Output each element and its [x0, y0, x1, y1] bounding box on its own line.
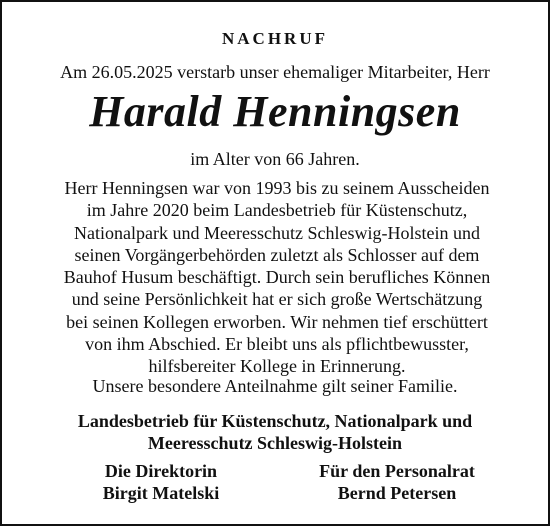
obituary-body	[22, 177, 532, 378]
body-line: von ihm Abschied. Er bleibt uns als pflichtbewusster,	[85, 334, 469, 355]
signature-role: Die Direktorin	[104, 461, 218, 481]
notice-heading: NACHRUF	[222, 29, 328, 48]
organization-line: Meeresschutz Schleswig-Holstein	[147, 433, 403, 453]
body-line: Bauhof Husum beschäftigt. Durch sein berufliches Können	[63, 267, 491, 288]
body-line: Herr Henningsen war von 1993 bis zu seinem Ausscheiden	[64, 178, 490, 198]
body-line: seinen Vorgängerbehörden zuletzt als Schlosser auf dem	[74, 244, 480, 265]
signature-name: Birgit Matelski	[102, 483, 220, 503]
deceased-name: Harald Henningsen	[89, 87, 461, 136]
signature-role: Für den Personalrat	[319, 461, 475, 481]
signature-staff-council	[282, 460, 512, 504]
organization-line: Landesbetrieb für Küstenschutz, Nationalpark und	[77, 411, 473, 431]
signature-director	[46, 460, 276, 504]
condolence-line: Unsere besondere Anteilnahme gilt seiner Familie.	[92, 376, 458, 396]
intro-line: Am 26.05.2025 verstarb unser ehemaliger Mitarbeiter, Herr	[60, 62, 490, 82]
signature-name: Bernd Petersen	[337, 483, 457, 503]
body-line: im Jahre 2020 beim Landesbetrieb für Küstenschutz,	[86, 200, 468, 221]
body-line: und seine Persönlichkeit hat er sich große Wertschätzung	[71, 289, 483, 310]
body-line: bei seinen Kollegen erworben. Wir nehmen tief erschüttert	[66, 311, 488, 332]
organization-name	[2, 410, 548, 454]
age-line: im Alter von 66 Jahren.	[190, 149, 360, 169]
body-line: hilfsbereiter Kollege in Erinnerung.	[148, 356, 406, 377]
body-line: Nationalpark und Meeresschutz Schleswig-Holstein und	[74, 222, 480, 243]
